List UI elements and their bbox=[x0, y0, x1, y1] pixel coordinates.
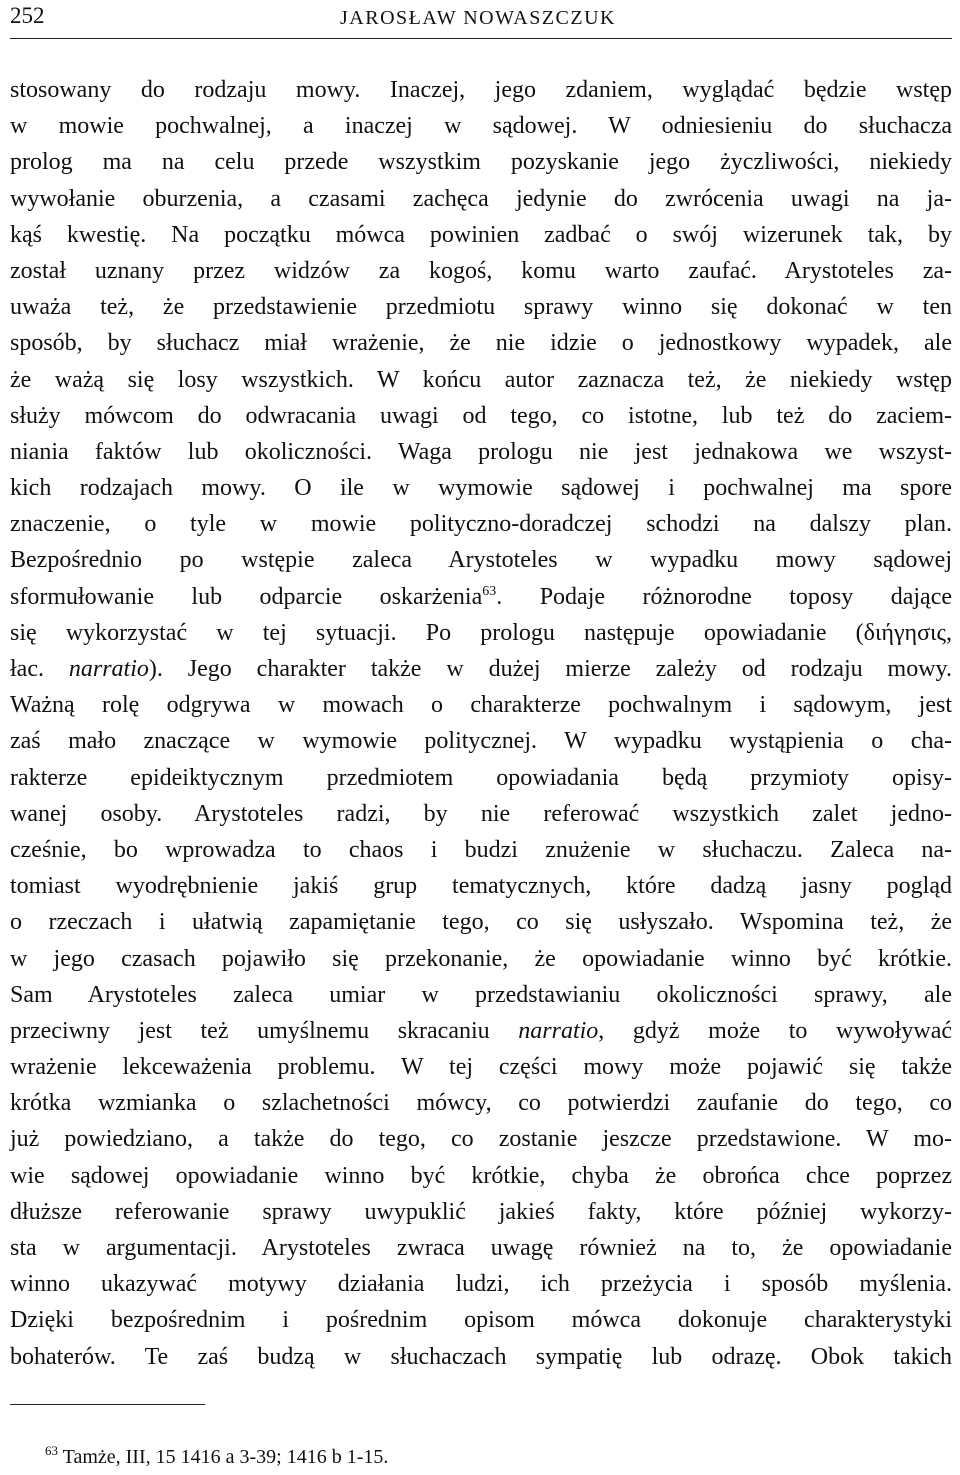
text-segment: . Podaje różnorodne toposy dające bbox=[496, 583, 952, 610]
text-segment: ). Jego charakter także w dużej mierze zależy od rodzaju mowy. bbox=[148, 656, 952, 682]
text-line: krótka wzmianka o szlachetności mówcy, co potwierdzi zaufanie do tego, co bbox=[10, 1090, 952, 1117]
text-line: dłuższe referowanie sprawy uwypuklić jakieś fakty, które później wykorzy- bbox=[10, 1198, 952, 1225]
text-line: Ważną rolę odgrywa w mowach o charakterze pochwalnym i sądowym, jest bbox=[10, 692, 952, 719]
text-line: już powiedziano, a także do tego, co zostanie jeszcze przedstawione. W mo- bbox=[10, 1126, 952, 1153]
text-segment: , gdyż może to wywoływać bbox=[598, 1017, 953, 1044]
text-line: w jego czasach pojawiło się przekonanie, że opowiadanie winno być krótkie. bbox=[10, 945, 952, 972]
text-line: został uznany przez widzów za kogoś, komu warto zaufać. Arystoteles za- bbox=[10, 257, 952, 284]
body-text bbox=[10, 72, 952, 1375]
footnote-divider bbox=[10, 1404, 205, 1405]
text-line: sta w argumentacji. Arystoteles zwraca uwagę również na to, że opowiadanie bbox=[10, 1235, 952, 1261]
text-line bbox=[10, 651, 952, 687]
text-line: zaś mało znaczące w wymowie politycznej. W wypadku wystąpienia o cha- bbox=[10, 728, 952, 755]
text-line: sposób, by słuchacz miał wrażenie, że nie idzie o jednostkowy wypadek, ale bbox=[10, 330, 952, 357]
text-line: kich rodzajach mowy. O ile w wymowie sądowej i pochwalnej ma spore bbox=[10, 475, 952, 502]
text-line: uważa też, że przedstawienie przedmiotu sprawy winno się dokonać w ten bbox=[10, 294, 952, 321]
text-segment: łac. bbox=[10, 656, 69, 682]
footnote-number: 63 bbox=[45, 1443, 58, 1458]
text-line: w mowie pochwalnej, a inaczej w sądowej. W odniesieniu do słuchacza bbox=[10, 113, 952, 140]
text-line: znaczenie, o tyle w mowie polityczno-doradczej schodzi na dalszy plan. bbox=[10, 511, 952, 538]
text-line: Bezpośrednio po wstępie zaleca Arystoteles w wypadku mowy sądowej bbox=[10, 547, 952, 574]
text-line: kąś kwestię. Na początku mówca powinien zadbać o swój wizerunek tak, by bbox=[10, 221, 952, 248]
text-line: niania faktów lub okoliczności. Waga prologu nie jest jednakowa we wszyst- bbox=[10, 438, 952, 465]
footnote bbox=[45, 1443, 389, 1469]
text-line: się wykorzystać w tej sytuacji. Po prologu następuje opowiadanie (διήγησις, bbox=[10, 619, 952, 646]
text-line: prolog ma na celu przede wszystkim pozyskanie jego życzliwości, niekiedy bbox=[10, 149, 952, 176]
text-line: Dzięki bezpośrednim i pośrednim opisom mówca dokonuje charakterystyki bbox=[10, 1307, 952, 1334]
text-line: tomiast wyodrębnienie jakiś grup tematycznych, które dadzą jasny pogląd bbox=[10, 873, 952, 900]
text-line: stosowany do rodzaju mowy. Inaczej, jego zdaniem, wyglądać będzie wstęp bbox=[10, 77, 952, 103]
text-line: wrażenie lekceważenia problemu. W tej części mowy może pojawić się także bbox=[10, 1054, 952, 1081]
footnote-text: Tamże, III, 15 1416 a 3-39; 1416 b 1-15. bbox=[58, 1446, 389, 1468]
footnote-reference: 63 bbox=[482, 583, 497, 599]
page-number: 252 bbox=[10, 3, 45, 28]
page-header bbox=[10, 0, 952, 39]
text-line: Sam Arystoteles zaleca umiar w przedstawianiu okoliczności sprawy, ale bbox=[10, 981, 952, 1008]
text-line: o rzeczach i ułatwią zapamiętanie tego, co się usłyszało. Wspomina też, że bbox=[10, 909, 952, 936]
italic-term: narratio bbox=[68, 656, 149, 682]
text-segment: sformułowanie lub odparcie oskarżenia bbox=[10, 583, 483, 610]
text-segment: przeciwny jest też umyślnemu skracaniu bbox=[10, 1017, 519, 1044]
text-line: wie sądowej opowiadanie winno być krótkie, chyba że obrońca chce poprzez bbox=[10, 1162, 952, 1189]
text-line bbox=[10, 1013, 952, 1049]
text-line: rakterze epideiktycznym przedmiotem opowiadania będą przymioty opisy- bbox=[10, 764, 952, 791]
text-line: wanej osoby. Arystoteles radzi, by nie referować wszystkich zalet jedno- bbox=[10, 800, 952, 827]
text-line: bohaterów. Te zaś budzą w słuchaczach sympatię lub odrazę. Obok takich bbox=[10, 1343, 952, 1370]
running-head: JAROSŁAW NOWASZCZUK bbox=[340, 7, 616, 29]
text-line: cześnie, bo wprowadza to chaos i budzi znużenie w słuchaczu. Zaleca na- bbox=[10, 836, 952, 863]
text-line: że ważą się losy wszystkich. W końcu autor zaznacza też, że niekiedy wstęp bbox=[10, 366, 952, 393]
text-line: wywołanie oburzenia, a czasami zachęca jedynie do zwrócenia uwagi na ja- bbox=[10, 185, 952, 212]
text-line bbox=[10, 579, 952, 615]
italic-term: narratio bbox=[518, 1017, 599, 1044]
text-line: winno ukazywać motywy działania ludzi, ich przeżycia i sposób myślenia. bbox=[10, 1271, 952, 1298]
text-line: służy mówcom do odwracania uwagi od tego, co istotne, lub też do zaciem- bbox=[10, 402, 952, 429]
